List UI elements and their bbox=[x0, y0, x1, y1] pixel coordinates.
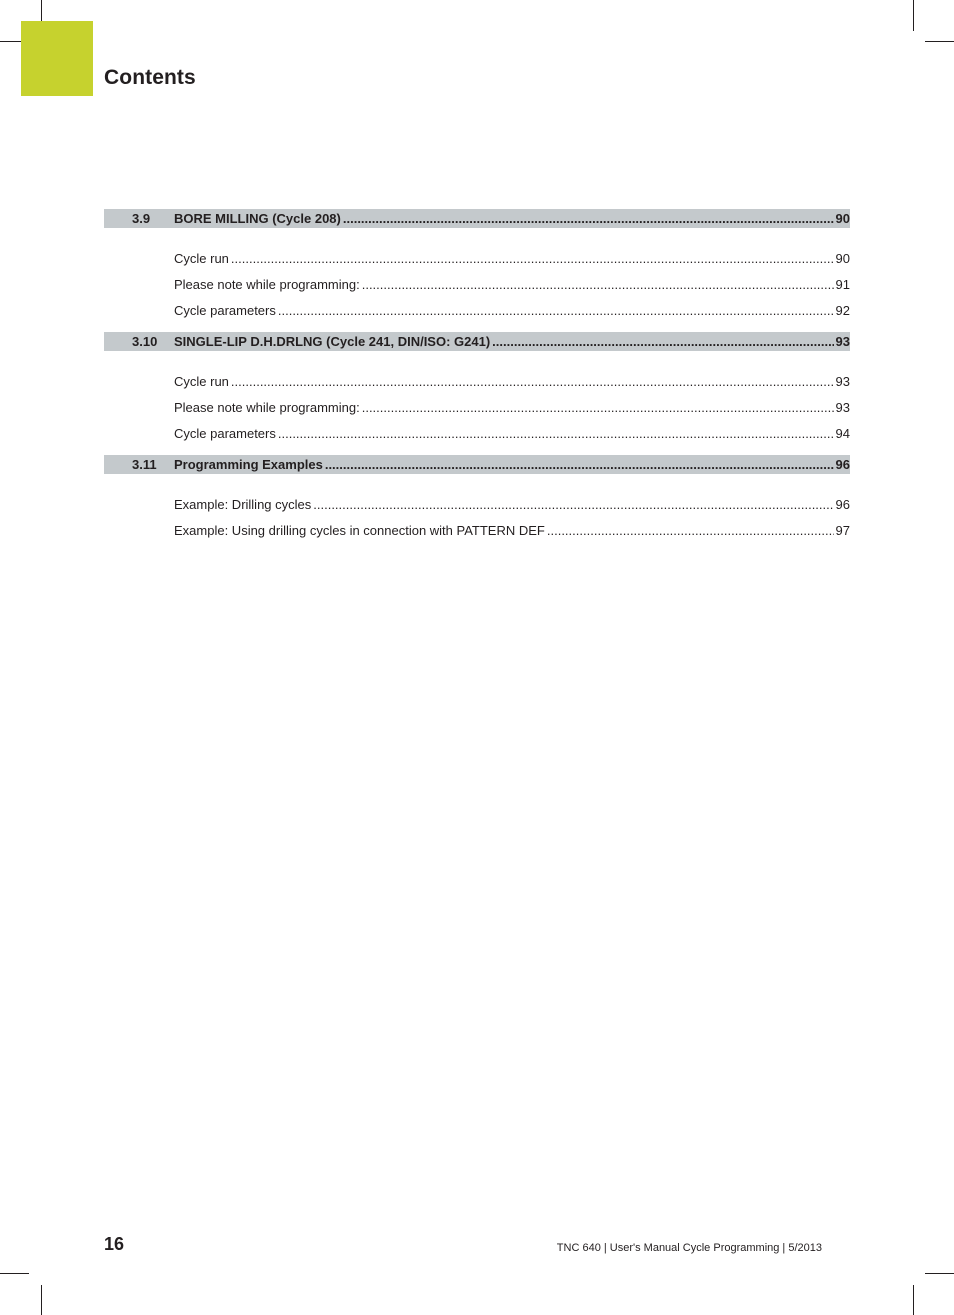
crop-mark-top-right-horizontal bbox=[925, 41, 954, 42]
toc-entry[interactable] bbox=[104, 420, 850, 446]
dot-leader bbox=[547, 523, 834, 538]
section-number: 3.9 bbox=[132, 211, 151, 226]
section-title: SINGLE-LIP D.H.DRLNG (Cycle 241, DIN/ISO: G241) bbox=[174, 334, 491, 349]
dot-leader bbox=[362, 277, 834, 292]
entry-page-number: 92 bbox=[835, 302, 850, 318]
toc-section bbox=[104, 455, 850, 543]
toc-subentries bbox=[104, 245, 850, 323]
dot-leader bbox=[231, 374, 834, 389]
toc-section bbox=[104, 332, 850, 446]
table-of-contents bbox=[104, 209, 850, 552]
entry-title: Cycle parameters bbox=[174, 425, 276, 441]
entry-title: Please note while programming: bbox=[174, 399, 360, 415]
crop-mark-bottom-right-horizontal bbox=[925, 1273, 954, 1274]
section-number: 3.11 bbox=[132, 457, 157, 472]
dot-leader bbox=[492, 334, 833, 349]
dot-leader bbox=[343, 211, 834, 226]
toc-entry[interactable] bbox=[104, 271, 850, 297]
toc-section-header[interactable] bbox=[104, 332, 850, 351]
toc-entry[interactable] bbox=[104, 245, 850, 271]
toc-subentries bbox=[104, 491, 850, 543]
entry-page-number: 93 bbox=[835, 373, 850, 389]
crop-mark-top-right-vertical bbox=[913, 0, 914, 31]
toc-entry[interactable] bbox=[104, 394, 850, 420]
dot-leader bbox=[278, 303, 834, 318]
toc-entry[interactable] bbox=[104, 297, 850, 323]
page-title: Contents bbox=[104, 66, 196, 89]
section-page-number: 90 bbox=[835, 211, 850, 226]
dot-leader bbox=[231, 251, 834, 266]
toc-entry[interactable] bbox=[104, 517, 850, 543]
crop-mark-bottom-left-vertical bbox=[41, 1285, 42, 1315]
entry-page-number: 93 bbox=[835, 399, 850, 415]
toc-subentries bbox=[104, 368, 850, 446]
crop-mark-bottom-right-vertical bbox=[913, 1285, 914, 1315]
section-title: Programming Examples bbox=[174, 457, 323, 472]
entry-title: Please note while programming: bbox=[174, 276, 360, 292]
section-number: 3.10 bbox=[132, 334, 158, 349]
entry-page-number: 97 bbox=[835, 522, 850, 538]
toc-section-header[interactable] bbox=[104, 455, 850, 474]
section-page-number: 93 bbox=[835, 334, 850, 349]
entry-page-number: 91 bbox=[835, 276, 850, 292]
dot-leader bbox=[325, 457, 834, 472]
crop-mark-top-left-vertical bbox=[41, 0, 42, 21]
entry-page-number: 94 bbox=[835, 425, 850, 441]
footer-document-info: TNC 640 | User's Manual Cycle Programming | 5/2013 bbox=[556, 1242, 822, 1254]
entry-title: Cycle run bbox=[174, 250, 229, 266]
section-title: BORE MILLING (Cycle 208) bbox=[174, 211, 341, 226]
entry-page-number: 96 bbox=[835, 496, 850, 512]
crop-mark-top-left-horizontal bbox=[0, 41, 21, 42]
entry-title: Cycle run bbox=[174, 373, 229, 389]
toc-entry[interactable] bbox=[104, 491, 850, 517]
crop-mark-bottom-left-horizontal bbox=[0, 1273, 29, 1274]
dot-leader bbox=[278, 426, 834, 441]
dot-leader bbox=[362, 400, 834, 415]
entry-page-number: 90 bbox=[835, 250, 850, 266]
toc-section-header[interactable] bbox=[104, 209, 850, 228]
toc-section bbox=[104, 209, 850, 323]
footer-page-number: 16 bbox=[104, 1234, 125, 1254]
entry-title: Example: Drilling cycles bbox=[174, 496, 312, 512]
entry-title: Example: Using drilling cycles in connection with PATTERN DEF bbox=[174, 522, 545, 538]
dot-leader bbox=[313, 497, 833, 512]
section-page-number: 96 bbox=[835, 457, 850, 472]
chapter-accent-square bbox=[21, 21, 93, 96]
toc-entry[interactable] bbox=[104, 368, 850, 394]
entry-title: Cycle parameters bbox=[174, 302, 276, 318]
